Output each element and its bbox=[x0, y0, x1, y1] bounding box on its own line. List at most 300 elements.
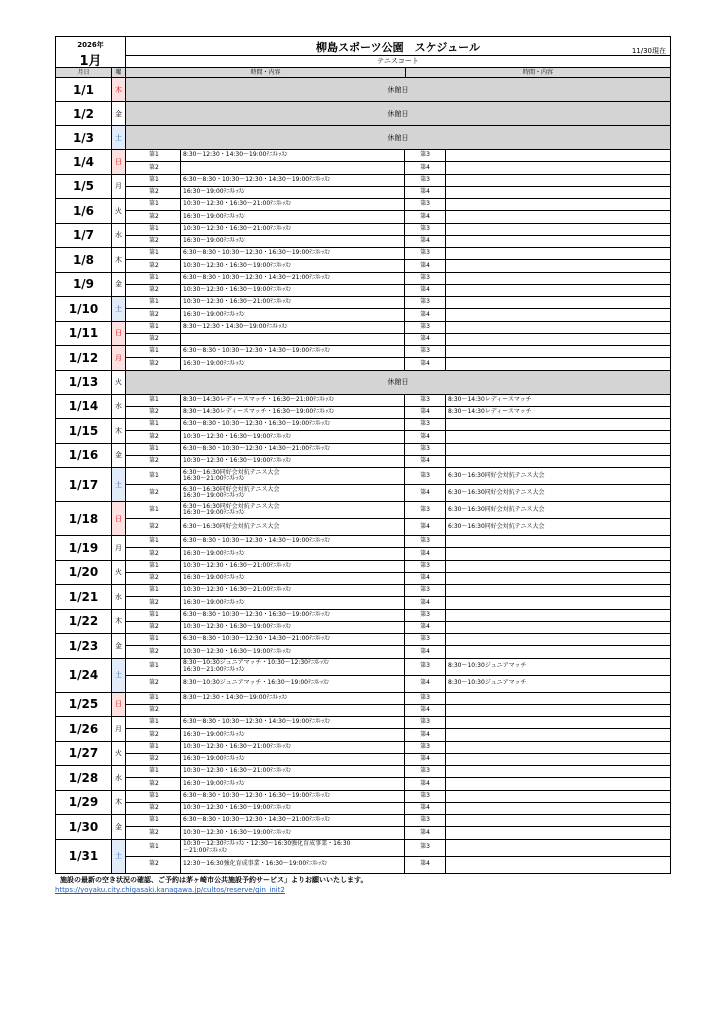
day-weekday: 木 bbox=[112, 610, 126, 634]
court-schedule-left: 8:30～14:30レディースマッチ・16:30～21:00ﾃﾆｽﾚｯｽﾝ bbox=[181, 395, 405, 406]
court-number-left: 第2 bbox=[126, 285, 181, 296]
court-schedule-left: 6:30～8:30・10:30～12:30・16:30～19:00ﾃﾆｽﾚｯｽﾝ bbox=[181, 419, 405, 430]
court-sub-row bbox=[126, 596, 670, 608]
court-schedule-right bbox=[446, 717, 670, 728]
day-date: 1/1 bbox=[56, 78, 112, 101]
day-weekday: 土 bbox=[112, 297, 126, 321]
schedule-line: 6:30～16:30同好会対抗テニス大会 bbox=[183, 485, 280, 493]
court-number-left: 第1 bbox=[126, 561, 181, 572]
day-date: 1/17 bbox=[56, 468, 112, 501]
day-row bbox=[55, 717, 671, 742]
closed-label: 休館日 bbox=[126, 102, 670, 125]
court-number-right: 第4 bbox=[405, 646, 446, 657]
court-schedule-right bbox=[446, 754, 670, 765]
schedule-line: 16:30～19:00ﾃﾆｽﾚｯｽﾝ bbox=[183, 492, 245, 499]
court-number-left: 第2 bbox=[126, 358, 181, 369]
court-grid bbox=[126, 502, 670, 535]
court-grid bbox=[126, 224, 670, 248]
court-schedule-right bbox=[446, 622, 670, 633]
court-number-right: 第4 bbox=[405, 857, 446, 873]
day-row bbox=[55, 468, 671, 502]
day-date: 1/8 bbox=[56, 248, 112, 272]
court-schedule-left: 10:30～12:30・16:30～21:00ﾃﾆｽﾚｯｽﾝ bbox=[181, 561, 405, 572]
court-sub-row bbox=[126, 536, 670, 547]
day-row bbox=[55, 634, 671, 659]
court-schedule-left: 6:30～16:30同好会対抗テニス大会 bbox=[181, 519, 405, 535]
court-schedule-left: 10:30～12:30・16:30～19:00ﾃﾆｽﾚｯｽﾝ bbox=[181, 456, 405, 467]
court-number-right: 第3 bbox=[405, 322, 446, 333]
court-sub-row bbox=[126, 561, 670, 572]
court-sub-row bbox=[126, 346, 670, 357]
court-schedule-left: 16:30～19:00ﾃﾆｽﾚｯｽﾝ bbox=[181, 309, 405, 320]
court-number-left: 第2 bbox=[126, 260, 181, 271]
court-sub-row bbox=[126, 406, 670, 418]
court-schedule-left: 8:30～10:30ジュニアマッチ・16:30～19:00ﾃﾆｽﾚｯｽﾝ bbox=[181, 676, 405, 692]
day-date: 1/16 bbox=[56, 444, 112, 468]
day-date: 1/4 bbox=[56, 150, 112, 174]
court-schedule-right: 8:30～14:30レディースマッチ bbox=[448, 395, 532, 403]
court-sub-row bbox=[126, 484, 670, 501]
court-sub-row bbox=[126, 742, 670, 753]
court-schedule-right bbox=[446, 536, 670, 547]
court-schedule-right: 6:30～16:30同好会対抗テニス大会 bbox=[448, 471, 545, 479]
court-schedule-right bbox=[446, 150, 670, 161]
day-weekday: 金 bbox=[112, 815, 126, 839]
day-row bbox=[55, 346, 671, 371]
court-grid bbox=[126, 815, 670, 839]
day-weekday: 水 bbox=[112, 395, 126, 419]
court-sub-row bbox=[126, 186, 670, 198]
court-sub-row bbox=[126, 199, 670, 210]
court-schedule-left: 16:30～19:00ﾃﾆｽﾚｯｽﾝ bbox=[181, 548, 405, 559]
court-schedule-right bbox=[446, 358, 670, 369]
day-weekday: 土 bbox=[112, 126, 126, 149]
court-sub-row bbox=[126, 621, 670, 633]
court-schedule-left: 16:30～19:00ﾃﾆｽﾚｯｽﾝ bbox=[181, 236, 405, 247]
court-sub-row bbox=[126, 753, 670, 765]
day-weekday: 火 bbox=[112, 371, 126, 394]
court-schedule-left: 16:30～19:00ﾃﾆｽﾚｯｽﾝ bbox=[181, 729, 405, 740]
court-number-right: 第3 bbox=[405, 175, 446, 186]
court-schedule-right bbox=[446, 573, 670, 584]
day-date: 1/2 bbox=[56, 102, 112, 125]
court-schedule-right bbox=[446, 322, 670, 333]
court-schedule-right: 8:30～14:30レディースマッチ bbox=[448, 408, 532, 416]
day-date: 1/15 bbox=[56, 419, 112, 443]
court-schedule-left bbox=[181, 334, 405, 345]
court-schedule-right bbox=[446, 766, 670, 777]
court-number-left: 第1 bbox=[126, 610, 181, 621]
court-sub-row bbox=[126, 259, 670, 271]
court-schedule-left: 10:30～12:30・16:30～21:00ﾃﾆｽﾚｯｽﾝ bbox=[181, 297, 405, 308]
court-grid bbox=[126, 322, 670, 346]
court-schedule-right bbox=[446, 597, 670, 608]
day-weekday: 月 bbox=[112, 346, 126, 370]
court-schedule-right bbox=[446, 646, 670, 657]
court-number-right: 第3 bbox=[405, 815, 446, 826]
court-sub-row bbox=[126, 518, 670, 535]
court-number-left: 第1 bbox=[126, 815, 181, 826]
day-row bbox=[55, 536, 671, 561]
day-weekday: 土 bbox=[112, 659, 126, 692]
court-schedule-left: 8:30～12:30・14:30～19:00ﾃﾆｽﾚｯｽﾝ bbox=[181, 693, 405, 704]
court-number-left: 第1 bbox=[126, 346, 181, 357]
day-date: 1/10 bbox=[56, 297, 112, 321]
court-grid bbox=[126, 150, 670, 174]
court-grid bbox=[126, 717, 670, 741]
court-number-right: 第4 bbox=[405, 485, 446, 501]
day-row bbox=[55, 199, 671, 224]
court-schedule-left: 10:30～12:30・16:30～21:00ﾃﾆｽﾚｯｽﾝ bbox=[181, 742, 405, 753]
day-row bbox=[55, 840, 671, 874]
court-sub-row bbox=[126, 308, 670, 320]
court-schedule-left: 10:30～12:30・16:30～21:00ﾃﾆｽﾚｯｽﾝ bbox=[181, 224, 405, 235]
court-schedule-left: 10:30～12:30・16:30～19:00ﾃﾆｽﾚｯｽﾝ bbox=[181, 260, 405, 271]
schedule-line: ～21:00ﾃﾆｽﾚｯｽﾝ bbox=[183, 846, 228, 854]
court-schedule-left: 6:30～8:30・10:30～12:30・14:30～19:00ﾃﾆｽﾚｯｽﾝ bbox=[181, 717, 405, 728]
day-weekday: 火 bbox=[112, 199, 126, 223]
day-date: 1/3 bbox=[56, 126, 112, 149]
day-date: 1/9 bbox=[56, 273, 112, 297]
court-sub-row bbox=[126, 297, 670, 308]
court-sub-row bbox=[126, 826, 670, 838]
court-grid bbox=[126, 766, 670, 790]
sheet-header bbox=[55, 36, 671, 67]
court-sub-row bbox=[126, 791, 670, 802]
schedule-line: 16:30～21:00ﾃﾆｽﾚｯｽﾝ bbox=[183, 665, 245, 673]
court-sub-row bbox=[126, 802, 670, 814]
court-sub-row bbox=[126, 161, 670, 173]
court-sub-row bbox=[126, 728, 670, 740]
court-sub-row bbox=[126, 468, 670, 484]
court-schedule-right bbox=[446, 729, 670, 740]
court-schedule-left bbox=[181, 659, 405, 675]
court-schedule-left: 12:30～16:30強化育成事業・16:30～19:00ﾃﾆｽﾚｯｽﾝ bbox=[181, 857, 405, 873]
day-row bbox=[55, 502, 671, 536]
court-number-right: 第3 bbox=[405, 150, 446, 161]
day-date: 1/6 bbox=[56, 199, 112, 223]
column-header-row bbox=[55, 67, 671, 78]
day-row bbox=[55, 561, 671, 586]
court-sub-row bbox=[126, 717, 670, 728]
court-number-right: 第4 bbox=[405, 597, 446, 608]
court-schedule-left: 6:30～8:30・10:30～12:30・14:30～19:00ﾃﾆｽﾚｯｽﾝ bbox=[181, 536, 405, 547]
year-month-cell bbox=[56, 37, 126, 67]
court-schedule-left: 10:30～12:30・16:30～19:00ﾃﾆｽﾚｯｽﾝ bbox=[181, 285, 405, 296]
day-row bbox=[55, 742, 671, 767]
court-number-left: 第2 bbox=[126, 334, 181, 345]
court-number-left: 第2 bbox=[126, 309, 181, 320]
day-date: 1/26 bbox=[56, 717, 112, 741]
title-cell bbox=[126, 37, 670, 67]
court-number-left: 第1 bbox=[126, 248, 181, 259]
court-schedule-left: 16:30～19:00ﾃﾆｽﾚｯｽﾝ bbox=[181, 211, 405, 222]
court-grid bbox=[126, 561, 670, 585]
month-label: 1月 bbox=[79, 54, 102, 69]
court-schedule-right bbox=[446, 610, 670, 621]
day-row bbox=[55, 322, 671, 347]
court-number-left: 第1 bbox=[126, 273, 181, 284]
court-schedule-right bbox=[446, 444, 670, 455]
court-number-left: 第2 bbox=[126, 803, 181, 814]
court-schedule-right bbox=[446, 634, 670, 645]
day-date: 1/20 bbox=[56, 561, 112, 585]
court-schedule-right bbox=[446, 236, 670, 247]
court-number-right: 第3 bbox=[405, 536, 446, 547]
court-schedule-left: 6:30～8:30・10:30～12:30・14:30～21:00ﾃﾆｽﾚｯｽﾝ bbox=[181, 634, 405, 645]
day-date: 1/30 bbox=[56, 815, 112, 839]
court-schedule-right bbox=[446, 840, 670, 856]
court-number-right: 第4 bbox=[405, 358, 446, 369]
court-schedule-right bbox=[446, 791, 670, 802]
court-number-right: 第3 bbox=[405, 444, 446, 455]
court-sub-row bbox=[126, 210, 670, 222]
court-number-right: 第4 bbox=[405, 803, 446, 814]
court-grid bbox=[126, 419, 670, 443]
court-number-left: 第1 bbox=[126, 693, 181, 704]
court-sub-row bbox=[126, 419, 670, 430]
court-number-left: 第1 bbox=[126, 536, 181, 547]
col-time-left: 時間・内容 bbox=[126, 68, 406, 77]
court-number-right: 第4 bbox=[405, 573, 446, 584]
court-number-left: 第2 bbox=[126, 827, 181, 838]
day-row bbox=[55, 610, 671, 635]
court-sub-row bbox=[126, 395, 670, 406]
day-row bbox=[55, 693, 671, 718]
day-weekday: 木 bbox=[112, 419, 126, 443]
court-sub-row bbox=[126, 585, 670, 596]
court-number-right: 第4 bbox=[405, 211, 446, 222]
court-number-right: 第4 bbox=[405, 162, 446, 173]
court-schedule-right bbox=[446, 431, 670, 442]
court-schedule-right bbox=[446, 211, 670, 222]
day-weekday: 日 bbox=[112, 150, 126, 174]
court-grid bbox=[126, 840, 670, 873]
court-schedule-left: 6:30～8:30・10:30～12:30・14:30～19:00ﾃﾆｽﾚｯｽﾝ bbox=[181, 346, 405, 357]
closed-label: 休館日 bbox=[126, 78, 670, 101]
court-number-left: 第1 bbox=[126, 199, 181, 210]
court-schedule-right bbox=[446, 297, 670, 308]
court-sub-row bbox=[126, 333, 670, 345]
court-number-right: 第3 bbox=[405, 395, 446, 406]
court-sub-row bbox=[126, 572, 670, 584]
court-number-left: 第2 bbox=[126, 646, 181, 657]
closed-label: 休館日 bbox=[126, 371, 670, 394]
court-grid bbox=[126, 742, 670, 766]
court-number-left: 第1 bbox=[126, 224, 181, 235]
day-row bbox=[55, 419, 671, 444]
court-schedule-left bbox=[181, 162, 405, 173]
day-row bbox=[55, 273, 671, 298]
court-schedule-left bbox=[181, 840, 405, 856]
day-row bbox=[55, 224, 671, 249]
day-date: 1/5 bbox=[56, 175, 112, 199]
schedule-line: 6:30～16:30同好会対抗テニス大会 bbox=[183, 502, 280, 510]
court-sub-row bbox=[126, 815, 670, 826]
day-date: 1/31 bbox=[56, 840, 112, 873]
court-number-right: 第4 bbox=[405, 407, 446, 418]
court-schedule-left: 10:30～12:30・16:30～21:00ﾃﾆｽﾚｯｽﾝ bbox=[181, 199, 405, 210]
court-schedule-left: 10:30～12:30・16:30～19:00ﾃﾆｽﾚｯｽﾝ bbox=[181, 431, 405, 442]
court-number-left: 第2 bbox=[126, 485, 181, 501]
day-row bbox=[55, 126, 671, 150]
day-date: 1/13 bbox=[56, 371, 112, 394]
day-row bbox=[55, 78, 671, 102]
court-schedule-left: 16:30～19:00ﾃﾆｽﾚｯｽﾝ bbox=[181, 778, 405, 789]
court-schedule-left: 10:30～12:30・16:30～21:00ﾃﾆｽﾚｯｽﾝ bbox=[181, 585, 405, 596]
day-weekday: 日 bbox=[112, 502, 126, 535]
court-number-right: 第4 bbox=[405, 456, 446, 467]
court-schedule-left: 8:30～12:30・14:30～19:00ﾃﾆｽﾚｯｽﾝ bbox=[181, 322, 405, 333]
court-number-right: 第3 bbox=[405, 561, 446, 572]
court-number-left: 第1 bbox=[126, 585, 181, 596]
court-number-right: 第3 bbox=[405, 346, 446, 357]
col-weekday: 曜 bbox=[112, 68, 126, 77]
page-title: 柳島スポーツ公園 スケジュール bbox=[316, 41, 480, 54]
court-number-right: 第3 bbox=[405, 610, 446, 621]
day-date: 1/21 bbox=[56, 585, 112, 609]
day-date: 1/11 bbox=[56, 322, 112, 346]
day-weekday: 火 bbox=[112, 561, 126, 585]
day-date: 1/7 bbox=[56, 224, 112, 248]
day-weekday: 金 bbox=[112, 444, 126, 468]
court-number-right: 第4 bbox=[405, 548, 446, 559]
court-schedule-left: 10:30～12:30・16:30～21:00ﾃﾆｽﾚｯｽﾝ bbox=[181, 766, 405, 777]
court-number-right: 第3 bbox=[405, 502, 446, 518]
day-row bbox=[55, 175, 671, 200]
court-schedule-left: 6:30～8:30・10:30～12:30・14:30～19:00ﾃﾆｽﾚｯｽﾝ bbox=[181, 175, 405, 186]
day-weekday: 金 bbox=[112, 102, 126, 125]
court-number-right: 第4 bbox=[405, 519, 446, 535]
court-schedule-left: 16:30～19:00ﾃﾆｽﾚｯｽﾝ bbox=[181, 597, 405, 608]
day-date: 1/19 bbox=[56, 536, 112, 560]
court-number-left: 第1 bbox=[126, 634, 181, 645]
day-weekday: 水 bbox=[112, 224, 126, 248]
court-label: テニスコート bbox=[126, 55, 670, 67]
court-schedule-right bbox=[446, 224, 670, 235]
court-number-left: 第1 bbox=[126, 468, 181, 484]
court-number-left: 第1 bbox=[126, 419, 181, 430]
court-grid bbox=[126, 610, 670, 634]
court-sub-row bbox=[126, 675, 670, 692]
court-number-left: 第1 bbox=[126, 717, 181, 728]
col-date: 月日 bbox=[56, 68, 112, 77]
court-schedule-left: 6:30～8:30・10:30～12:30・16:30～19:00ﾃﾆｽﾚｯｽﾝ bbox=[181, 248, 405, 259]
court-sub-row bbox=[126, 777, 670, 789]
court-sub-row bbox=[126, 547, 670, 559]
court-number-left: 第2 bbox=[126, 211, 181, 222]
day-row bbox=[55, 815, 671, 840]
court-schedule-left: 8:30～12:30・14:30～19:00ﾃﾆｽﾚｯｽﾝ bbox=[181, 150, 405, 161]
court-grid bbox=[126, 273, 670, 297]
court-sub-row bbox=[126, 766, 670, 777]
day-weekday: 火 bbox=[112, 742, 126, 766]
court-number-left: 第2 bbox=[126, 573, 181, 584]
court-number-left: 第1 bbox=[126, 175, 181, 186]
court-schedule-right: 8:30～10:30ジュニアマッチ bbox=[448, 679, 527, 687]
col-time-right: 時間・内容 bbox=[522, 69, 553, 76]
court-sub-row bbox=[126, 284, 670, 296]
court-schedule-left: 6:30～8:30・10:30～12:30・16:30～19:00ﾃﾆｽﾚｯｽﾝ bbox=[181, 610, 405, 621]
day-weekday: 日 bbox=[112, 322, 126, 346]
court-number-right: 第3 bbox=[405, 224, 446, 235]
court-number-right: 第3 bbox=[405, 766, 446, 777]
day-rows bbox=[55, 78, 671, 874]
court-sub-row bbox=[126, 322, 670, 333]
court-number-right: 第4 bbox=[405, 622, 446, 633]
court-schedule-left: 6:30～8:30・10:30～12:30・16:30～19:00ﾃﾆｽﾚｯｽﾝ bbox=[181, 791, 405, 802]
court-number-right: 第3 bbox=[405, 273, 446, 284]
reservation-link[interactable]: https://yoyaku.city.chigasaki.kanagawa.jp/cultos/reserve/gin_init2 bbox=[55, 886, 285, 894]
schedule-line: 6:30～16:30同好会対抗テニス大会 bbox=[183, 468, 280, 476]
court-grid bbox=[126, 395, 670, 419]
court-schedule-right bbox=[446, 187, 670, 198]
court-schedule-right: 6:30～16:30同好会対抗テニス大会 bbox=[448, 488, 545, 496]
court-number-left: 第2 bbox=[126, 622, 181, 633]
court-schedule-right bbox=[446, 199, 670, 210]
court-number-right: 第3 bbox=[405, 419, 446, 430]
day-weekday: 木 bbox=[112, 248, 126, 272]
court-grid bbox=[126, 634, 670, 658]
court-sub-row bbox=[126, 693, 670, 704]
court-schedule-left: 6:30～8:30・10:30～12:30・14:30～21:00ﾃﾆｽﾚｯｽﾝ bbox=[181, 444, 405, 455]
court-schedule-right bbox=[446, 815, 670, 826]
court-schedule-right bbox=[446, 285, 670, 296]
court-number-right: 第4 bbox=[405, 676, 446, 692]
day-row bbox=[55, 248, 671, 273]
court-schedule-right bbox=[446, 273, 670, 284]
court-number-right: 第3 bbox=[405, 742, 446, 753]
court-schedule-right bbox=[446, 778, 670, 789]
court-number-left: 第2 bbox=[126, 162, 181, 173]
court-number-right: 第3 bbox=[405, 468, 446, 484]
court-grid bbox=[126, 791, 670, 815]
court-schedule-left: 10:30～12:30・16:30～19:00ﾃﾆｽﾚｯｽﾝ bbox=[181, 646, 405, 657]
day-date: 1/29 bbox=[56, 791, 112, 815]
court-schedule-right bbox=[446, 548, 670, 559]
court-schedule-right bbox=[446, 742, 670, 753]
court-grid bbox=[126, 297, 670, 321]
court-grid bbox=[126, 444, 670, 468]
court-number-right: 第4 bbox=[405, 285, 446, 296]
court-schedule-right: 6:30～16:30同好会対抗テニス大会 bbox=[448, 522, 545, 530]
court-sub-row bbox=[126, 248, 670, 259]
court-schedule-left bbox=[181, 485, 405, 501]
court-number-right: 第3 bbox=[405, 791, 446, 802]
court-sub-row bbox=[126, 273, 670, 284]
court-schedule-left bbox=[181, 705, 405, 716]
court-sub-row bbox=[126, 235, 670, 247]
court-number-right: 第3 bbox=[405, 717, 446, 728]
court-schedule-right bbox=[446, 260, 670, 271]
court-grid bbox=[126, 659, 670, 692]
court-sub-row bbox=[126, 150, 670, 161]
court-number-left: 第1 bbox=[126, 297, 181, 308]
court-number-right: 第4 bbox=[405, 309, 446, 320]
day-weekday: 水 bbox=[112, 766, 126, 790]
court-schedule-left: 6:30～8:30・10:30～12:30・14:30～21:00ﾃﾆｽﾚｯｽﾝ bbox=[181, 273, 405, 284]
day-row bbox=[55, 585, 671, 610]
court-number-right: 第3 bbox=[405, 693, 446, 704]
court-sub-row bbox=[126, 430, 670, 442]
day-date: 1/12 bbox=[56, 346, 112, 370]
court-number-left: 第1 bbox=[126, 791, 181, 802]
court-schedule-left: 6:30～8:30・10:30～12:30・14:30～21:00ﾃﾆｽﾚｯｽﾝ bbox=[181, 815, 405, 826]
day-weekday: 木 bbox=[112, 78, 126, 101]
schedule-line: 10:30～12:30ﾃﾆｽﾚｯｽﾝ・12:30～16:30強化育成事業・16:30 bbox=[183, 840, 351, 847]
court-schedule-left bbox=[181, 468, 405, 484]
day-weekday: 日 bbox=[112, 693, 126, 717]
